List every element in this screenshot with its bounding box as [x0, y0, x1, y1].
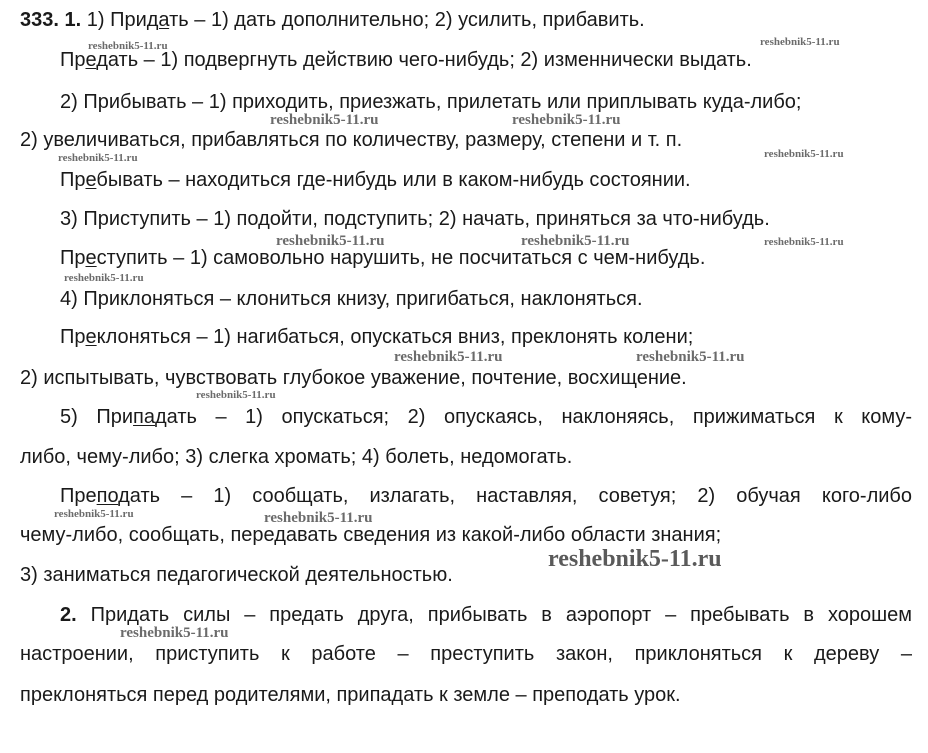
watermark: reshebnik5-11.ru: [264, 510, 373, 526]
watermark: reshebnik5-11.ru: [548, 546, 722, 572]
line-9: Преклоняться – 1) нагибаться, опускаться вниз, преклонять колени;: [60, 326, 694, 348]
line-4: 2) увеличиваться, прибавляться по количеству, размеру, степени и т. п.: [20, 129, 683, 151]
watermark: reshebnik5-11.ru: [764, 148, 844, 160]
line-8: 4) Приклоняться – клониться книзу, пригибаться, наклоняться.: [60, 288, 643, 310]
watermark: reshebnik5-11.ru: [521, 233, 630, 249]
watermark: reshebnik5-11.ru: [54, 508, 134, 520]
underlined-letters: по: [96, 485, 119, 507]
task-number: 333.: [20, 9, 59, 31]
line-1: 333. 1. 1) Придать – 1) дать дополнительно; 2) усилить, прибавить.: [20, 9, 645, 31]
line-17: настроении, приступить к работе – преступить закон, приклоняться к дереву –: [20, 643, 912, 665]
watermark: reshebnik5-11.ru: [64, 272, 144, 284]
watermark: reshebnik5-11.ru: [760, 36, 840, 48]
underlined-letter: е: [85, 169, 97, 191]
watermark: reshebnik5-11.ru: [394, 349, 503, 365]
watermark: reshebnik5-11.ru: [270, 112, 379, 128]
line-2: Предать – 1) подвергнуть действию чего-нибудь; 2) изменнически выдать.: [60, 49, 752, 71]
underlined-letter: е: [85, 247, 97, 269]
part-1-label: 1.: [64, 9, 82, 31]
line-15: 3) заниматься педагогической деятельностью.: [20, 564, 453, 586]
part-2-label: 2.: [60, 604, 77, 626]
line-14: чему-либо, сообщать, передавать сведения из какой-либо области знания;: [20, 524, 722, 546]
watermark: reshebnik5-11.ru: [120, 625, 229, 641]
underlined-letters: па: [133, 406, 155, 428]
line-5: Пребывать – находиться где-нибудь или в каком-нибудь состоянии.: [60, 169, 691, 191]
watermark: reshebnik5-11.ru: [276, 233, 385, 249]
watermark: reshebnik5-11.ru: [196, 389, 276, 401]
underlined-letter: е: [85, 326, 97, 348]
watermark: reshebnik5-11.ru: [512, 112, 621, 128]
watermark: reshebnik5-11.ru: [764, 236, 844, 248]
watermark: reshebnik5-11.ru: [88, 40, 168, 52]
line-10: 2) испытывать, чувствовать глубокое уважение, почтение, восхищение.: [20, 367, 687, 389]
line-16: 2. Придать силы – предать друга, прибывать в аэропорт – пребывать в хорошем: [60, 604, 913, 626]
underlined-letter: да: [146, 9, 170, 31]
line-11: 5) Припадать – 1) опускаться; 2) опускаясь, наклоняясь, прижиматься к кому-: [60, 406, 912, 428]
watermark: reshebnik5-11.ru: [636, 349, 745, 365]
line-6: 3) Приступить – 1) подойти, подступить; 2) начать, приняться за что-нибудь.: [60, 208, 770, 230]
watermark: reshebnik5-11.ru: [58, 152, 138, 164]
line-18: преклоняться перед родителями, припадать к земле – преподать урок.: [20, 684, 681, 706]
line-13: Преподать – 1) сообщать, излагать, наставляя, советуя; 2) обучая кого-либо: [60, 485, 912, 507]
underlined-letter: е: [85, 49, 97, 71]
line-3: 2) Прибывать – 1) приходить, приезжать, прилетать или приплывать куда-либо;: [60, 91, 802, 113]
line-12: либо, чему-либо; 3) слегка хромать; 4) болеть, недомогать.: [20, 446, 573, 468]
line-7: Преступить – 1) самовольно нарушить, не посчитаться с чем-нибудь.: [60, 247, 706, 269]
